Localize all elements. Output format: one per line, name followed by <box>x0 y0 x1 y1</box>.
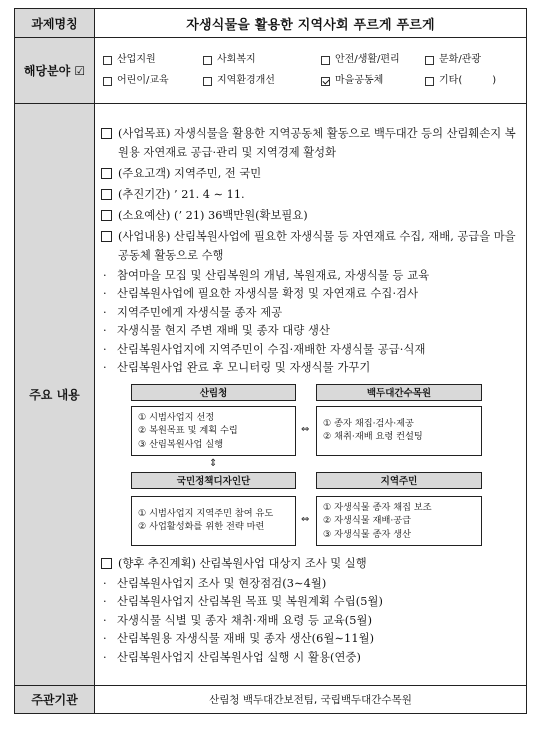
field-label: 해당분야 ☑ <box>15 38 95 104</box>
list-item: · 지역주민에게 자생식물 종자 제공 <box>103 305 283 319</box>
checkbox-icon[interactable] <box>425 56 434 65</box>
period-section: (추진기간) ’ 21. 4 ∼ 11. <box>101 185 520 204</box>
list-item: · 참여마을 모집 및 산림복원의 개념, 복원재료, 자생식물 등 교육 <box>103 268 430 282</box>
checkbox-square-icon <box>101 128 112 139</box>
checkbox-square-icon <box>101 168 112 179</box>
checkbox-icon[interactable] <box>103 56 112 65</box>
list-item: · 자생식물 식별 및 종자 채취·재배 요령 등 교육(5월) <box>103 613 373 627</box>
field-item-other[interactable]: 기타( ) <box>425 74 496 88</box>
field-row-2 <box>103 74 518 88</box>
list-item: · 자생식물 현지 주변 재배 및 종자 대량 생산 <box>103 324 331 338</box>
checkbox-icon[interactable] <box>425 77 434 86</box>
forest-service-header: 산림청 <box>131 384 296 401</box>
arboretum-header: 백두대간수목원 <box>316 384 482 401</box>
list-item: · 산림복원사업지에 지역주민이 수집·재배한 자생식물 공급·식재 <box>103 342 426 356</box>
residents-header: 지역주민 <box>316 472 482 489</box>
list-item: · 산림복원사업 완료 후 모니터링 및 자생식물 가꾸기 <box>103 361 371 375</box>
policy-team-header: 국민정책디자인단 <box>131 472 296 489</box>
checkbox-square-icon <box>101 558 112 569</box>
project-title: 자생식물을 활용한 지역사회 푸르게 푸르게 <box>95 9 527 38</box>
checkbox-icon[interactable] <box>321 56 330 65</box>
checkbox-icon[interactable] <box>103 77 112 86</box>
project-name-label: 과제명칭 <box>15 9 95 38</box>
residents-box: ① 자생식물 종자 채집 보조 ② 자생식물 재배·공급 ③ 자생식물 종자 생산 <box>316 496 482 546</box>
list-item: · 산림복원사업지 산림복원사업 실행 시 활용(연중) <box>103 650 362 664</box>
bidirectional-arrow-icon: ⇔ <box>301 423 310 435</box>
field-item-education[interactable]: 어린이/교육 <box>103 74 203 88</box>
checkbox-square-icon <box>101 231 112 242</box>
vertical-arrow-icon: ⇕ <box>209 457 218 469</box>
customer-section: (주요고객) 지역주민, 전 국민 <box>101 164 520 183</box>
list-item: · 산림복원용 자생식물 재배 및 종자 생산(6월∼11월) <box>103 632 375 646</box>
list-item: · 산림복원사업지 산림복원 목표 및 복원계획 수립(5월) <box>103 595 384 609</box>
purpose-section: (사업목표) 자생식물을 활용한 지역공동체 활동으로 백두대간 등의 산림훼손지 복원용 자연재료 공급·관리 및 지역경제 활성화 <box>101 124 520 162</box>
checkbox-icon[interactable] <box>203 56 212 65</box>
arboretum-box: ① 종자 채집·검사·제공 ② 채취·재배 요령 컨설팅 <box>316 406 482 456</box>
collaboration-diagram <box>101 384 520 550</box>
main-content-label: 주요 내용 <box>15 104 95 686</box>
field-row-1 <box>103 53 518 67</box>
checked-checkbox-icon[interactable] <box>321 77 330 86</box>
checkbox-icon[interactable] <box>203 77 212 86</box>
field-item-community[interactable]: 마을공동체 <box>321 74 425 88</box>
field-checklist <box>95 40 526 101</box>
budget-section: (소요예산) (’ 21) 36백만원(확보필요) <box>101 206 520 225</box>
future-plan-section: (향후 추진계획) 산림복원사업 대상지 조사 및 실행 <box>101 554 520 573</box>
policy-team-box: ① 시범사업지 지역주민 참여 유도 ② 사업활성화를 위한 전략 마련 <box>131 496 296 546</box>
bidirectional-arrow-icon: ⇔ <box>301 513 310 525</box>
checkbox-square-icon <box>101 210 112 221</box>
field-item-safety[interactable]: 안전/생활/편리 <box>321 53 425 67</box>
field-item-industry[interactable]: 산업지원 <box>103 53 203 67</box>
field-item-environment[interactable]: 지역환경개선 <box>203 74 321 88</box>
project-table <box>14 8 527 714</box>
organizer-value: 산림청 백두대간보전팀, 국립백두대간수목원 <box>95 686 527 714</box>
field-item-welfare[interactable]: 사회복지 <box>203 53 321 67</box>
main-content <box>95 116 526 674</box>
list-item: · 산림복원사업지 조사 및 현장점검(3∼4월) <box>103 576 327 590</box>
forest-service-box: ① 시범사업지 선정 ② 복원목표 및 계획 수립 ③ 산림복원사업 실행 <box>131 406 296 456</box>
list-item: · 산림복원사업에 필요한 자생식물 확정 및 자연재료 수집·검사 <box>103 287 419 301</box>
organizer-label: 주관기관 <box>15 686 95 714</box>
field-item-culture[interactable]: 문화/관광 <box>425 53 481 67</box>
content-section: (사업내용) 산림복원사업에 필요한 자생식물 등 자연재료 수집, 재배, 공급을 마을공동체 활동으로 수행 <box>101 227 520 265</box>
checkbox-square-icon <box>101 189 112 200</box>
